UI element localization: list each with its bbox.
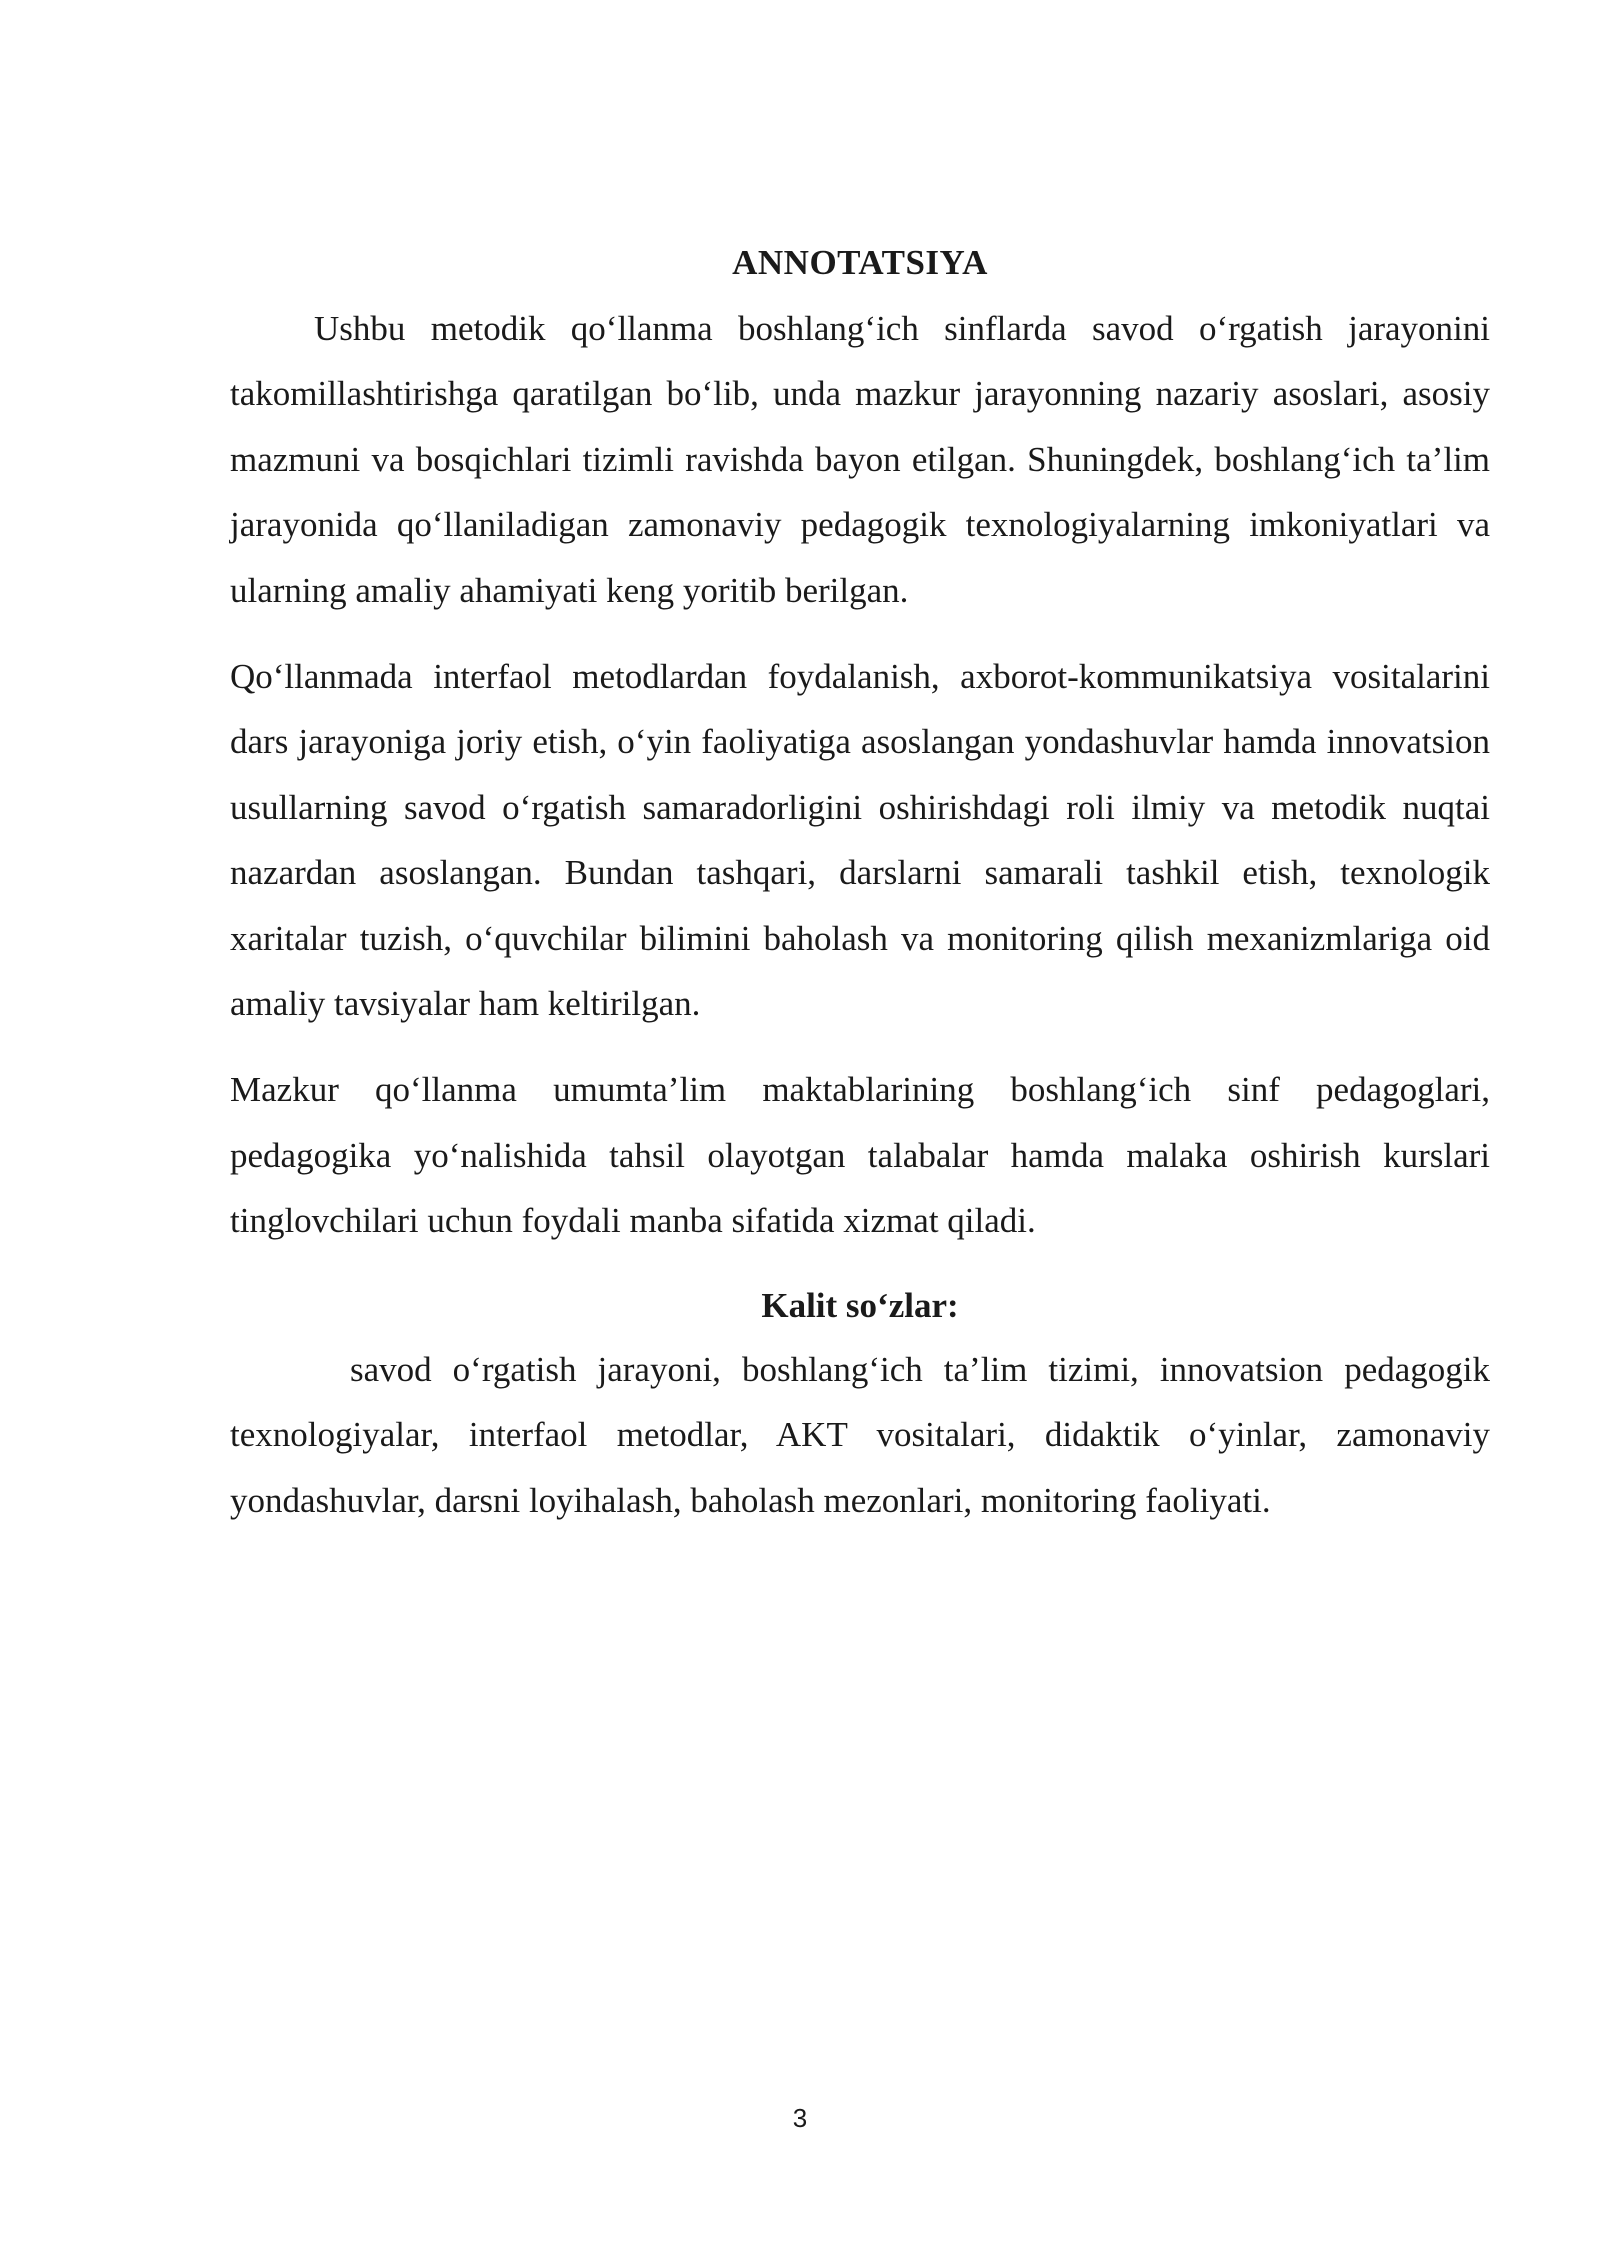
page-title: ANNOTATSIYA (732, 243, 988, 282)
annotation-paragraph-3: Mazkur qo‘llanma umumta’lim maktablarining boshlang‘ich sinf pedagoglari, pedagogika yo‘nalishida tahsil olayotgan talabalar hamda malaka oshirish kurslari tinglovchilari uchun foydali manba sifatida xizmat qiladi. (230, 1070, 1490, 1241)
page-number: 3 (792, 2103, 808, 2133)
annotation-paragraph-1: Ushbu metodik qo‘llanma boshlang‘ich sinflarda savod o‘rgatish jarayonini takomillashtirishga qaratilgan bo‘lib, unda mazkur jarayonning nazariy asoslari, asosiy mazmuni va bosqichlari tizimli ravishda bayon etilgan. Shuningdek, boshlang‘ich ta’lim jarayonida qo‘llaniladigan zamonaviy pedagogik texnologiyalarning imkoniyatlari va ularning amaliy ahamiyati keng yoritib berilgan. (230, 309, 1490, 610)
annotation-paragraph-2: Qo‘llanmada interfaol metodlardan foydalanish, axborot-kommunikatsiya vositalarini dars jarayoniga joriy etish, o‘yin faoliyatiga asoslangan yondashuvlar hamda innovatsion usullarning savod o‘rgatish samaradorligini oshirishdagi roli ilmiy va metodik nuqtai nazardan asoslangan. Bundan tashqari, darslarni samarali tashkil etish, texnologik xaritalar tuzish, o‘quvchilar bilimini baholash va monitoring qilish mexanizmlariga oid amaliy tavsiyalar ham keltirilgan. (230, 657, 1490, 1024)
keywords-paragraph: savod o‘rgatish jarayoni, boshlang‘ich ta’lim tizimi, innovatsion pedagogik texnologiyalar, interfaol metodlar, AKT vositalari, didaktik o‘yinlar, zamonaviy yondashuvlar, darsni loyihalash, baholash mezonlari, monitoring faoliyati. (230, 1349, 1490, 1520)
keywords-heading: Kalit so‘zlar: (761, 1285, 959, 1325)
page-content (230, 232, 1490, 1554)
